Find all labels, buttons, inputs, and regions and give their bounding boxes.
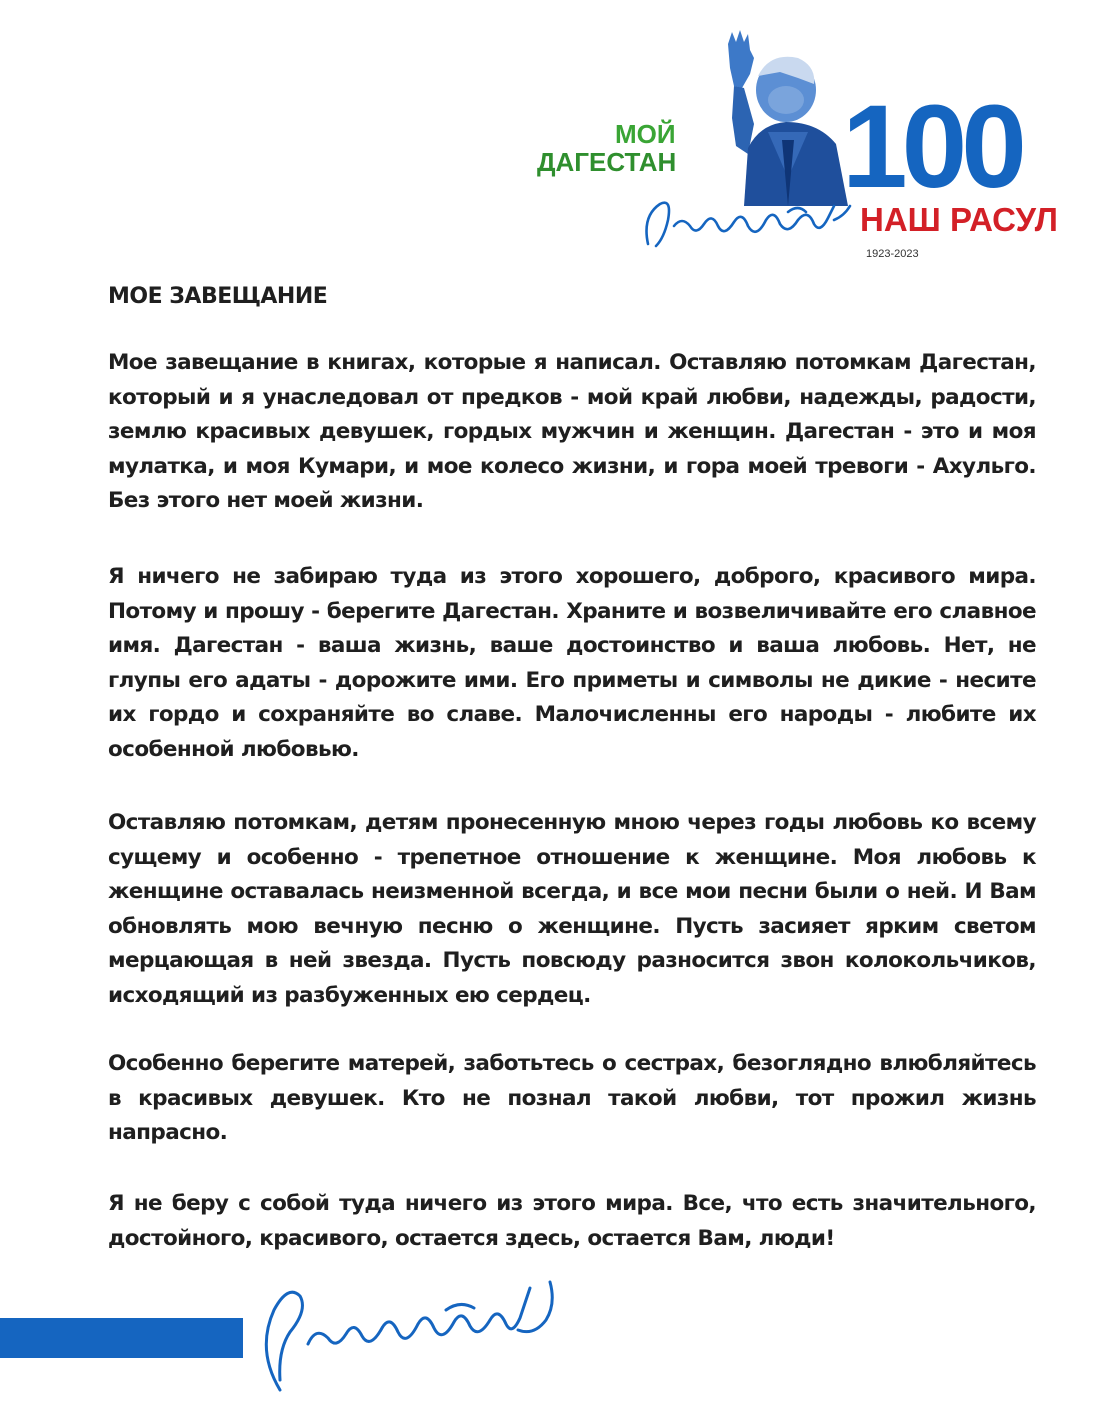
portrait-illustration [698,28,858,206]
logo-years: 1923-2023 [866,248,919,260]
logo-hundred: 100 [842,81,1021,213]
paragraph-5: Я не беру с собой туда ничего из этого мира. Все, что есть значительного, достойного, красивого, остается здесь, остается Вам, люди! [108,1191,1036,1251]
footer-blue-bar [0,1318,243,1358]
paragraph-4: Особенно берегите матерей, заботьтесь о сестрах, безоглядно влюбляйтесь в красивых девушек. Кто не познал такой любви, тот прожил жизнь напрасно. [108,1051,1036,1145]
logo-nash-rasul: НАШ РАСУЛ [860,201,1058,238]
signature-large [250,1270,570,1400]
document-title: МОЕ ЗАВЕЩАНИЕ [108,284,328,309]
paragraph-3: Оставляю потомкам, детям пронесенную мною через годы любовь ко всему сущему и особенно - трепетное отношение к женщине. Моя любовь к женщине оставалась неизменной всегда, и все мои песни были о ней. И Вам обновлять мою вечную песню о женщине. Пусть засияет ярким светом мерцающая в ней звезда. Пусть повсюду разносится звон колокольчиков, исходящий из разбуженных ею сердец. [108,810,1036,1008]
signature-small [638,186,858,256]
paragraph-2: Я ничего не забираю туда из этого хорошего, доброго, красивого мира. Потому и прошу - берегите Дагестан. Храните и возвеличивайте его славное имя. Дагестан - ваша жизнь, ваше достоинство и ваша любовь. Нет, не глупы его адаты - дорожите ими. Его приметы и символы не дикие - несите их гордо и сохраняйте во славе. Малочисленны его народы - любите их особенной любовью. [108,564,1036,762]
logo-dagestan-text: ДАГЕСТАН [537,147,677,177]
paragraph-1: Мое завещание в книгах, которые я написал. Оставляю потомкам Дагестан, который и я унаследовал от предков - мой край любви, надежды, радости, землю красивых девушек, гордых мужчин и женщин. Дагестан - это и моя мулатка, и моя Кумари, и мое колесо жизни, и гора моей тревоги - Ахульго. Без этого нет моей жизни. [108,350,1036,513]
logo-moy-text: МОЙ [615,119,676,149]
anniversary-logo [530,28,1070,268]
